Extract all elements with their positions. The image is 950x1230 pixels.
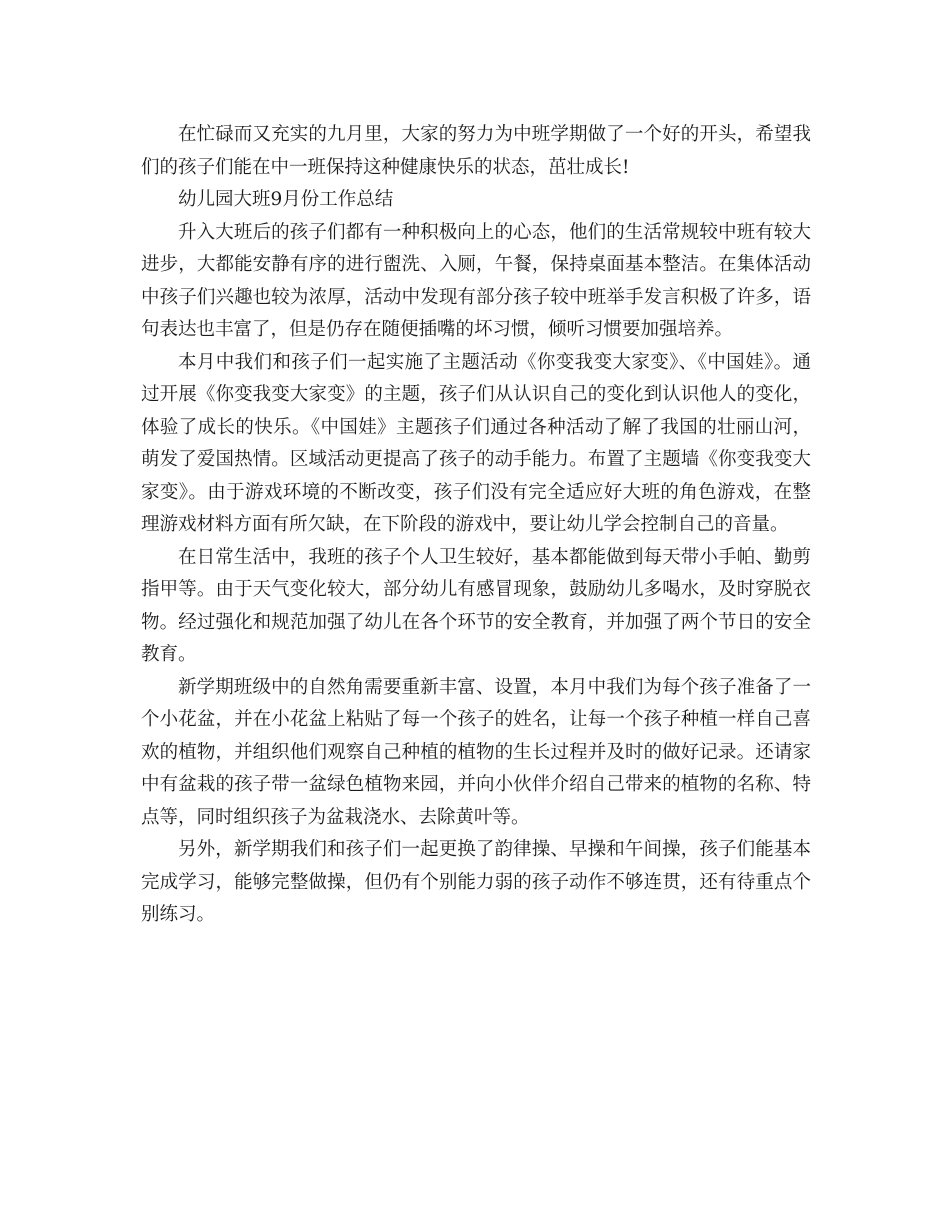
document-body — [141, 119, 811, 932]
paragraph-nature-corner: 新学期班级中的自然角需要重新丰富、设置，本月中我们为每个孩子准备了一个小花盆，并在小花盆上粘贴了每一个孩子的姓名，让每一个孩子种植一样自己喜欢的植物，并组织他们观察自己种植的植物的生长过程并及时的做好记录。还请家中有盆栽的孩子带一盆绿色植物来园，并向小伙伴介绍自己带来的植物的名称、特点等，同时组织孩子为盆栽浇水、去除黄叶等。 — [141, 676, 811, 828]
section-title: 幼儿园大班9月份工作总结 — [178, 189, 394, 210]
paragraph-theme-activities: 本月中我们和孩子们一起实施了主题活动《你变我变大家变》、《中国娃》。通过开展《你变我变大家变》的主题，孩子们从认识自己的变化到认识他人的变化，体验了成长的快乐。《中国娃》主题孩子们通过各种活动了解了我国的壮丽山河，萌发了爱国热情。区域活动更提高了孩子的动手能力。布置了主题墙《你变我变大家变》。由于游戏环境的不断改变，孩子们没有完全适应好大班的角色游戏，在整理游戏材料方面有所欠缺，在下阶段的游戏中，要让幼儿学会控制自己的音量。 — [141, 351, 811, 535]
paragraph-daily-life: 在日常生活中，我班的孩子个人卫生较好，基本都能做到每天带小手帕、勤剪指甲等。由于天气变化较大，部分幼儿有感冒现象，鼓励幼儿多喝水，及时穿脱衣物。经过强化和规范加强了幼儿在各个环节的安全教育，并加强了两个节日的安全教育。 — [141, 546, 811, 665]
paragraph-exercises: 另外，新学期我们和孩子们一起更换了韵律操、早操和午间操，孩子们能基本完成学习，能够完整做操，但仍有个别能力弱的孩子动作不够连贯，还有待重点个别练习。 — [141, 839, 811, 925]
paragraph-routine: 升入大班后的孩子们都有一种积极向上的心态，他们的生活常规较中班有较大进步，大都能安静有序的进行盥洗、入厕，午餐，保持桌面基本整洁。在集体活动中孩子们兴趣也较为浓厚，活动中发现有部分孩子较中班举手发言积极了许多，语句表达也丰富了，但是仍存在随便插嘴的坏习惯，倾听习惯要加强培养。 — [141, 221, 811, 340]
intro-paragraph: 在忙碌而又充实的九月里，大家的努力为中班学期做了一个好的开头，希望我们的孩子们能在中一班保持这种健康快乐的状态，茁壮成长! — [141, 124, 811, 178]
